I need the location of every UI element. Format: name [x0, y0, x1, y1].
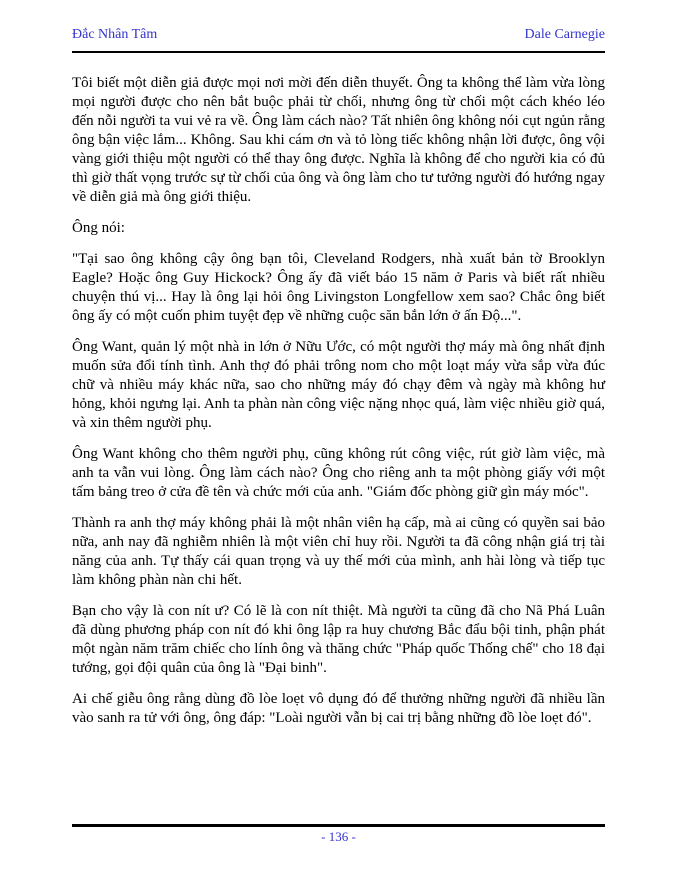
- header-rule: [72, 51, 605, 53]
- paragraph: Tôi biết một diễn giả được mọi nơi mời đến diễn thuyết. Ông ta không thể làm vừa lòng mọi người được cho nên bắt buộc phải từ chối, nhưng ông từ chối một cách khéo léo đến nỗi người ta vui vẻ ra về. Ông làm cách nào? Tất nhiên ông không nói cụt ngủn rằng ông bận việc lắm... Không. Sau khi cám ơn và tỏ lòng tiếc không nhận lời được, ông vội vàng giới thiệu một người có thể thay ông được. Nghĩa là không để cho người kia có đủ thì giờ thất vọng trước sự từ chối của ông và ông làm cho tư tưởng người đó hướng ngay về diễn giả mà ông giới thiệu.: [72, 75, 605, 205]
- paragraph: Ông Want, quản lý một nhà in lớn ở Nữu Ước, có một người thợ máy mà ông nhất định muốn sửa đổi tính tình. Anh thợ đó phải trông nom cho một loạt máy vừa sắp vừa đúc chữ và nhiều máy khác nữa, sao cho những máy đó chạy đêm và ngày mà không hư hỏng, khỏi ngưng lại. Anh ta phàn nàn công việc nặng nhọc quá, làm việc nhiều giờ quá, và xin thêm người phụ.: [72, 339, 605, 431]
- paragraph: Ai chế giễu ông rằng dùng đồ lòe loẹt vô dụng đó để thưởng những người đã nhiều lần vào sanh ra tử với ông, ông đáp: "Loài người vẫn bị cai trị bằng những đồ lòe loẹt đó".: [72, 691, 605, 726]
- paragraph: Ông nói:: [72, 220, 125, 236]
- header-author: Dale Carnegie: [524, 27, 605, 42]
- paragraph: Thành ra anh thợ máy không phải là một nhân viên hạ cấp, mà ai cũng có quyền sai bảo nữa, anh nay đã nghiễm nhiên là một viên chỉ huy rồi. Người ta đã công nhận giá trị tài năng của anh. Tự thấy cái quan trọng và uy thế mới của mình, anh hài lòng và tiếp tục làm không phàn nàn chi hết.: [72, 515, 605, 588]
- footer-rule: [72, 824, 605, 827]
- paragraph: Bạn cho vậy là con nít ư? Có lẽ là con nít thiệt. Mà người ta cũng đã cho Nã Phá Luân đã dùng phương pháp con nít đó khi ông lập ra huy chương Bắc đẩu bội tinh, phận phát một ngàn năm trăm chiếc cho lính ông và thăng chức "Pháp quốc Thống chế" cho 18 đại tướng, gọi đội quân của ông là "Đại binh".: [72, 603, 605, 676]
- page-body: [72, 74, 605, 728]
- paragraph: "Tại sao ông không cậy ông bạn tôi, Cleveland Rodgers, nhà xuất bản tờ Brooklyn Eagle? Hoặc ông Guy Hickock? Ông ấy đã viết báo 15 năm ở Paris và biết rất nhiều chuyện thú vị... Hay là ông lại hỏi ông Livingston Longfellow xem sao? Chắc ông biết ông ấy có một cuốn phim tuyệt đẹp về những cuộc săn bắn lớn ở ấn Độ...".: [72, 251, 605, 324]
- paragraph: Ông Want không cho thêm người phụ, cũng không rút công việc, rút giờ làm việc, mà anh ta vẫn vui lòng. Ông làm cách nào? Ông cho riêng anh ta một phòng giấy với một tấm bảng treo ở cửa đề tên và chức mới của anh. "Giám đốc phòng giữ gìn máy móc".: [72, 446, 605, 500]
- page-header: [72, 0, 605, 43]
- header-book-title: Đắc Nhân Tâm: [72, 27, 158, 42]
- page-number: - 136 -: [321, 829, 356, 844]
